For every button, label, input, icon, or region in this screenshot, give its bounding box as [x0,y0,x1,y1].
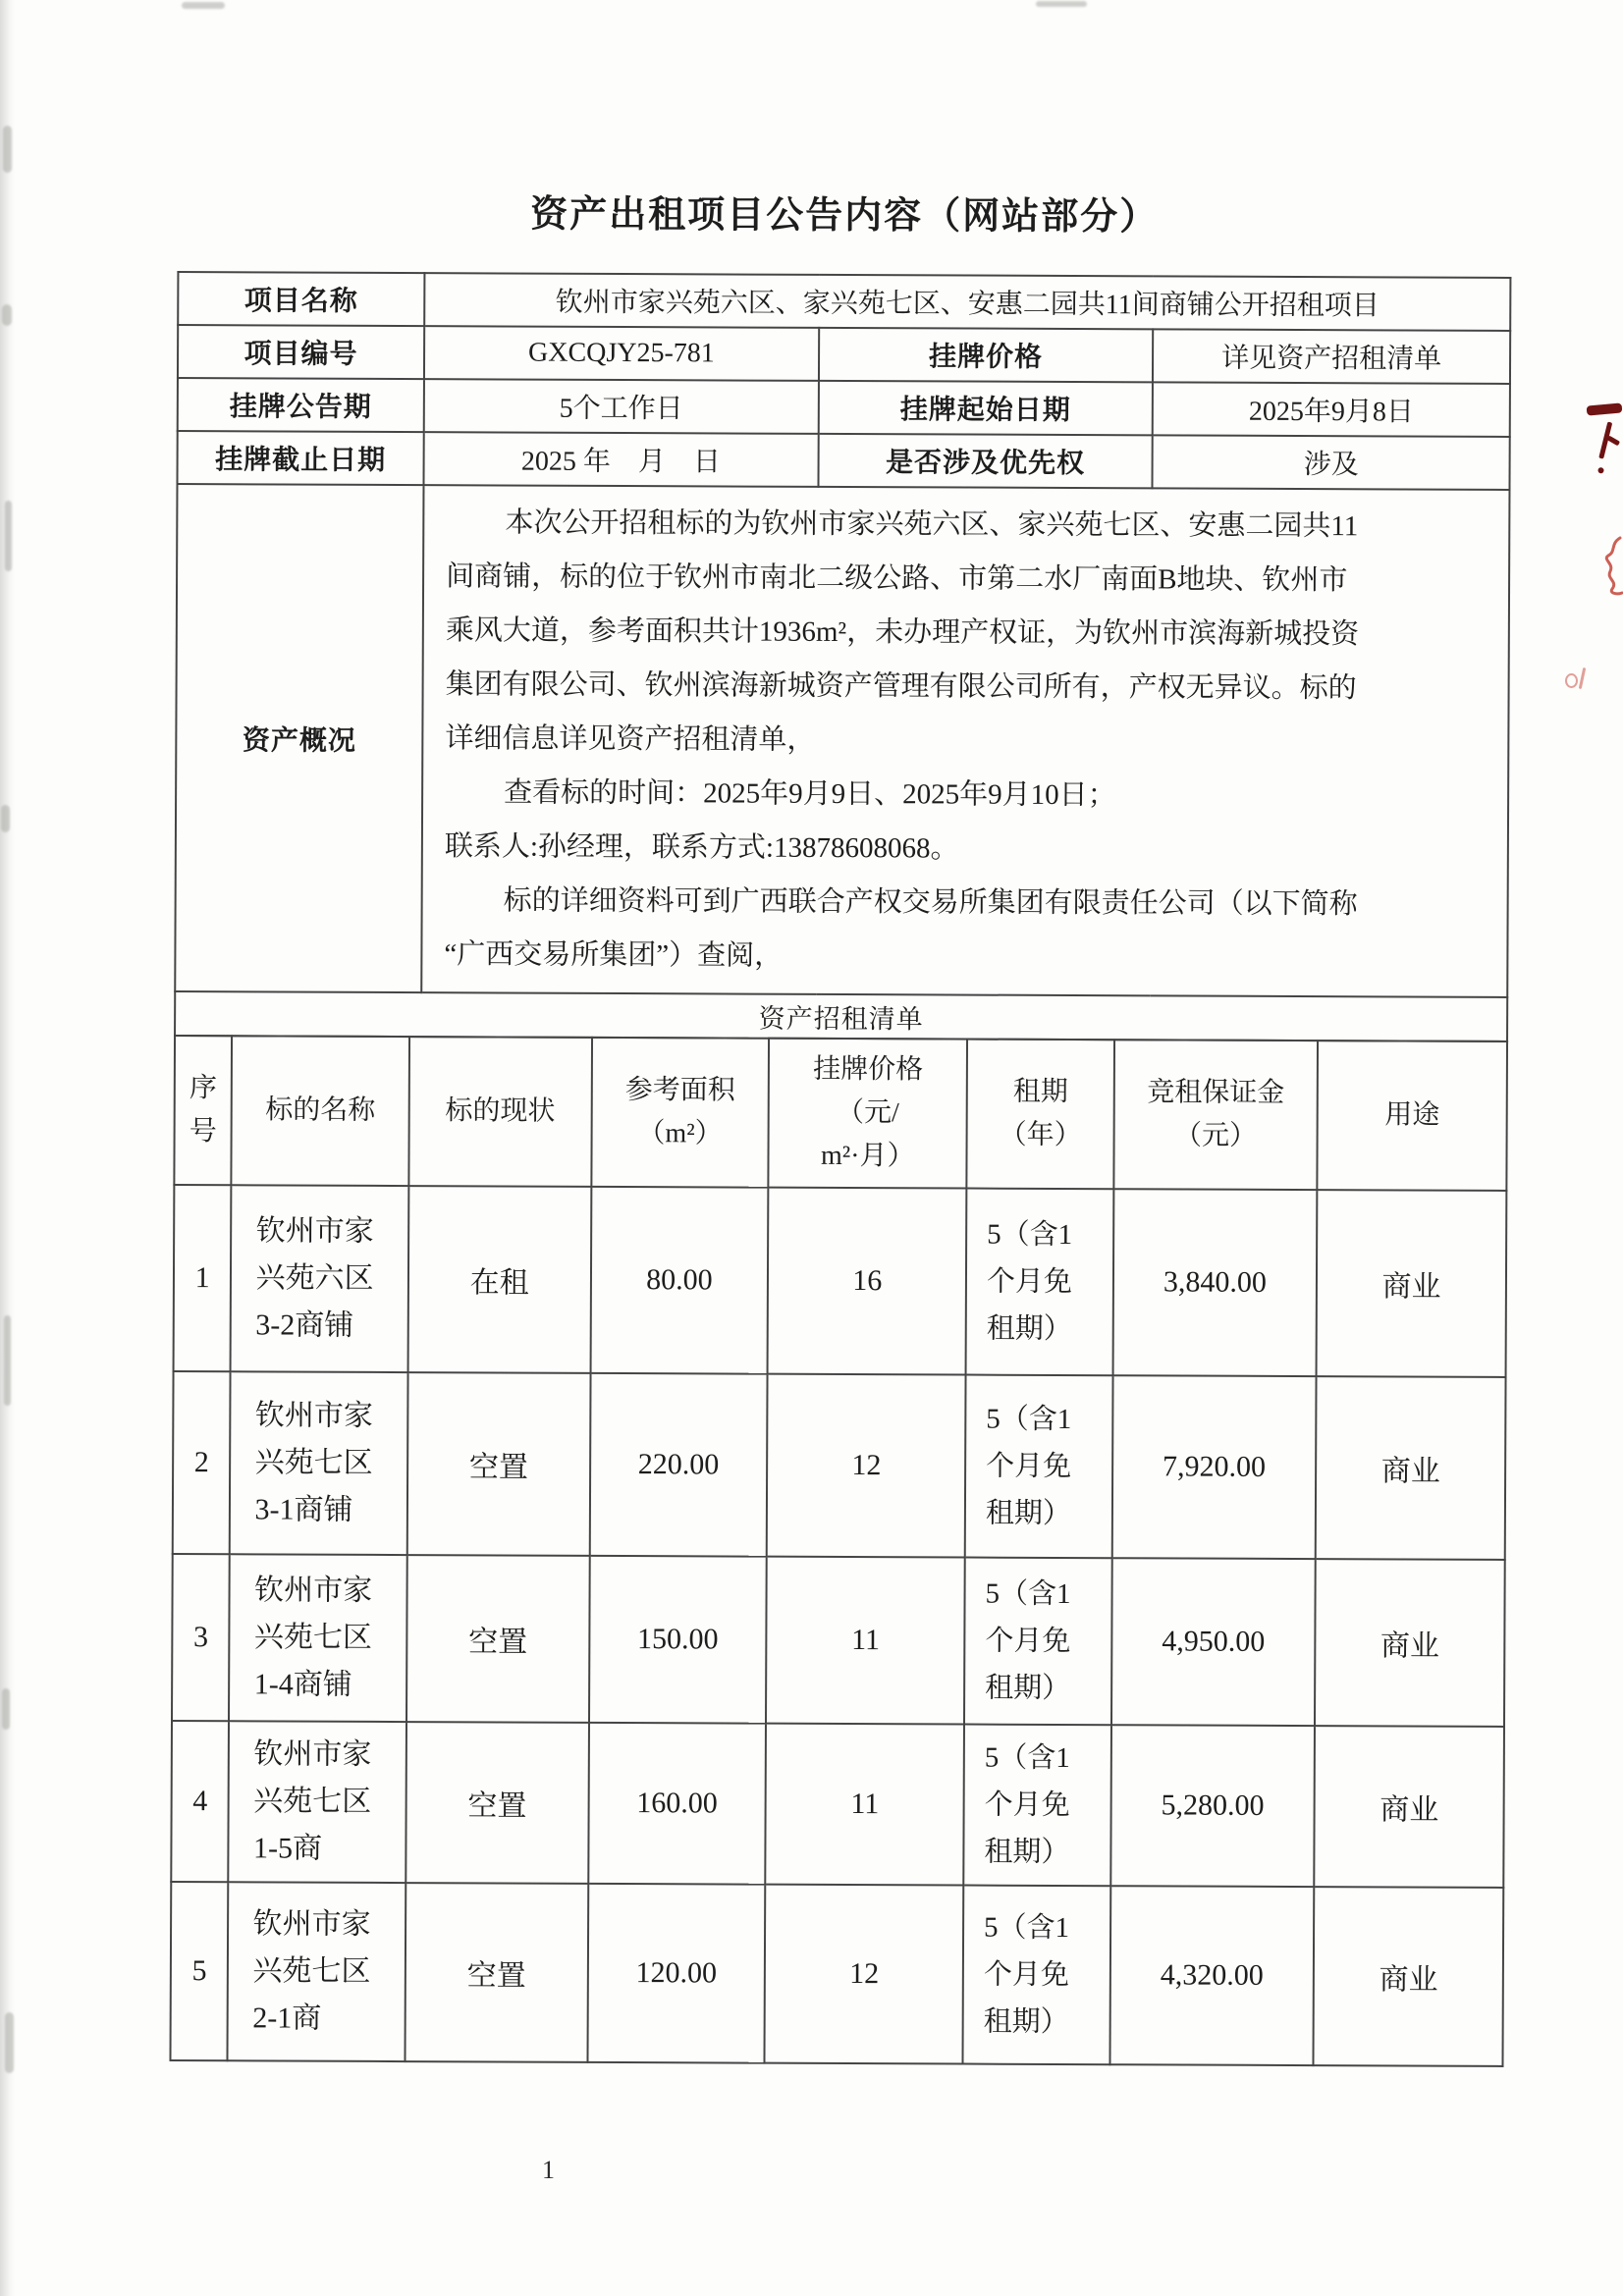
red-ink-stroke [1606,435,1620,446]
red-ink-faint-mark [1565,664,1591,697]
red-ink-stroke [1579,667,1587,689]
cell-price: 11 [766,1557,965,1725]
overview-line: 详细信息详见资产招租清单， [445,722,816,756]
cell-seq: 1 [174,1185,232,1371]
table-row [178,378,1510,437]
cell-term: 5（含1个月免租期） [966,1189,1113,1376]
project-info-table [174,271,1511,1042]
table-row [178,325,1510,384]
cell-status: 空置 [407,1372,591,1556]
col-header-area: 参考面积 （m²） [591,1038,769,1188]
col-header-usage: 用途 [1318,1041,1507,1191]
scan-smudge [5,2012,14,2073]
project-no-label: 项目编号 [178,325,424,379]
rental-list-section-title: 资产招租清单 [175,991,1507,1041]
document-content [169,144,1512,2067]
cell-name: 钦州市家兴苑七区1-4商铺 [229,1554,406,1722]
cell-seq: 5 [170,1882,228,2060]
cell-deposit: 5,280.00 [1110,1725,1315,1887]
table-row [173,1371,1506,1560]
scan-smudge [2,304,12,326]
table-row [170,1882,1503,2066]
table-row [175,991,1507,1041]
priority-label: 是否涉及优先权 [818,434,1153,488]
cell-deposit: 4,320.00 [1109,1886,1314,2065]
cell-area: 160.00 [588,1723,766,1885]
red-ink-tick-mark [1592,421,1623,475]
red-ink-dot [1597,467,1604,474]
cell-area: 120.00 [587,1884,765,2063]
col-header-status: 标的现状 [408,1037,592,1187]
red-ink-stroke [1565,673,1578,688]
page-number: 1 [542,2156,555,2184]
cell-name: 钦州市家兴苑七区1-5商 [229,1721,406,1883]
cell-usage: 商业 [1314,1887,1504,2066]
col-header-name: 标的名称 [232,1036,409,1186]
cell-area: 220.00 [589,1373,767,1557]
scan-smudge [4,1315,11,1406]
table-row [174,1185,1507,1377]
red-ink-dash-mark [1587,402,1623,415]
overview-line: “广西交易所集团”）查阅， [444,938,784,972]
col-header-term: 租期 （年） [967,1040,1114,1190]
project-name-label: 项目名称 [178,272,424,326]
cell-usage: 商业 [1315,1559,1504,1727]
overview-line: 查看标的时间：2025年9月9日、2025年9月10日； [504,776,1116,812]
col-header-price: 挂牌价格 （元/ m²·月） [769,1039,968,1189]
cell-deposit: 4,950.00 [1111,1558,1316,1726]
cell-seq: 4 [171,1721,229,1882]
end-date-label: 挂牌截止日期 [177,431,423,485]
end-date-value: 2025 年 月 日 [424,432,819,487]
cell-price: 11 [765,1724,964,1886]
scan-smudge [1,805,10,832]
table-header-row [174,1036,1507,1191]
cell-usage: 商业 [1317,1190,1507,1377]
col-header-seq: 序 号 [174,1036,232,1185]
overview-line: 联系人:孙经理，联系方式:13878608068。 [444,830,959,865]
start-date-label: 挂牌起始日期 [818,381,1153,435]
table-row [177,431,1509,490]
cell-status: 空置 [406,1722,589,1884]
cell-term: 5（含1个月免租期） [963,1886,1110,2065]
cell-status: 空置 [405,1883,588,2062]
project-name-value: 钦州市家兴苑六区、家兴苑七区、安惠二园共11间商铺公开招租项目 [424,273,1510,331]
scan-smudge [5,501,12,571]
notice-period-label: 挂牌公告期 [178,378,424,432]
cell-term: 5（含1个月免租期） [964,1725,1111,1887]
overview-line: 本次公开招租标的为钦州市家兴苑六区、家兴苑七区、安惠二园共11 [505,507,1359,543]
cell-status: 在租 [407,1186,591,1373]
cell-seq: 2 [173,1371,231,1554]
rental-list-table [169,1035,1508,2067]
project-no-value: GXCQJY25-781 [424,326,819,381]
scan-smudge [1036,1,1087,7]
cell-usage: 商业 [1315,1726,1504,1888]
notice-period-value: 5个工作日 [424,379,819,434]
cell-usage: 商业 [1316,1376,1506,1560]
col-header-deposit: 竞租保证金 （元） [1113,1040,1318,1190]
cell-term: 5（含1个月免租期） [964,1558,1111,1726]
cell-area: 80.00 [590,1187,768,1374]
scan-smudge [2,1688,10,1730]
scan-smudge [182,2,225,9]
page-title: 资产出租项目公告内容（网站部分） [530,193,1160,239]
listing-price-label: 挂牌价格 [819,328,1154,382]
red-ink-scribble-mark [1600,536,1623,597]
cell-price: 16 [768,1188,967,1375]
listing-price-value: 详见资产招租清单 [1153,329,1510,384]
cell-term: 5（含1个月免租期） [965,1375,1112,1559]
table-row [178,272,1510,331]
scan-edge-strip [0,0,15,2296]
asset-overview-label: 资产概况 [175,484,423,992]
scan-smudge [3,126,12,173]
cell-deposit: 7,920.00 [1111,1375,1316,1559]
priority-value: 涉及 [1153,435,1510,490]
asset-overview-paragraph [421,485,1509,997]
cell-deposit: 3,840.00 [1112,1189,1317,1376]
cell-name: 钦州市家兴苑七区2-1商 [228,1882,406,2061]
cell-price: 12 [767,1374,966,1558]
overview-line: 标的详细资料可到广西联合产权交易所集团有限责任公司（以下简称 [503,884,1358,921]
cell-price: 12 [765,1885,964,2064]
table-row [172,1554,1505,1727]
table-row [171,1721,1504,1888]
overview-line: 间商铺，标的位于钦州市南北二级公路、市第二水厂南面B地块、钦州市 [446,561,1348,597]
table-row [175,484,1509,997]
start-date-value: 2025年9月8日 [1153,382,1510,437]
cell-seq: 3 [172,1554,230,1721]
overview-line: 集团有限公司、钦州滨海新城资产管理有限公司所有，产权无异议。标的 [445,668,1357,705]
cell-name: 钦州市家兴苑七区3-1商铺 [230,1371,407,1555]
cell-area: 150.00 [589,1556,767,1724]
cell-name: 钦州市家兴苑六区3-2商铺 [231,1185,408,1372]
overview-line: 乘风大道，参考面积共计1936m²，未办理产权证，为钦州市滨海新城投资 [445,614,1360,651]
cell-status: 空置 [406,1555,590,1723]
